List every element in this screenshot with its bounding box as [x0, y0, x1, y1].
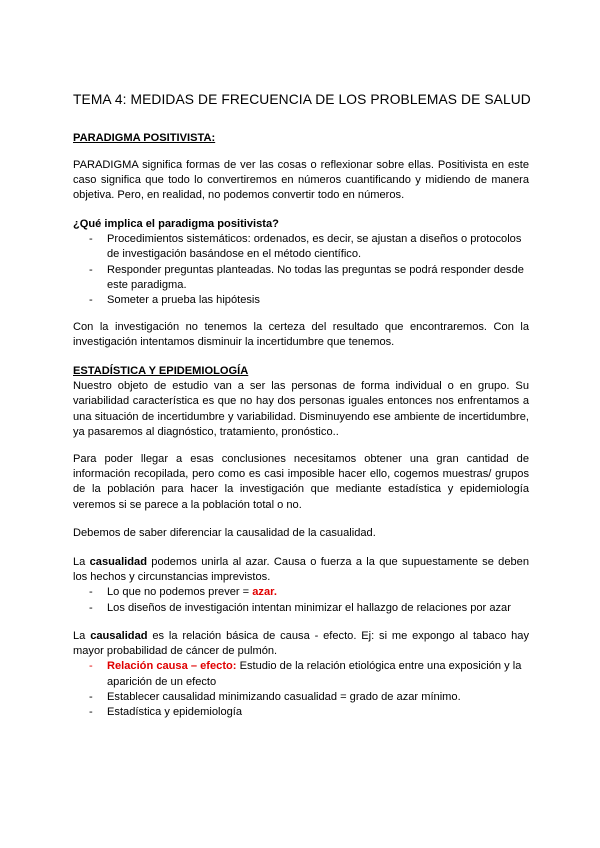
- list-item: - Establecer causalidad minimizando casualidad = grado de azar mínimo.: [73, 690, 529, 705]
- casualidad-list: [73, 585, 529, 615]
- dash-bullet: -: [89, 690, 93, 703]
- list-item: - Lo que no podemos prever = azar.: [73, 585, 529, 600]
- dash-bullet: -: [89, 294, 93, 307]
- question-heading: ¿Qué implica el paradigma positivista?: [73, 218, 279, 230]
- paradigma-conclusion: [73, 320, 529, 350]
- casualidad-block: [73, 555, 529, 616]
- dash-bullet: -: [89, 233, 93, 246]
- paragraph: La causalidad es la relación básica de causa - efecto. Ej: si me expongo al tabaco hay mayor probabilidad de cáncer de pulmón.: [73, 630, 530, 658]
- dash-bullet: -: [89, 660, 93, 673]
- paragraph: Con la investigación no tenemos la certeza del resultado que encontraremos. Con la investigación intentamos disminuir la incertidumbre que tenemos.: [73, 321, 529, 349]
- list-item: - Estadística y epidemiología: [73, 705, 529, 720]
- dash-bullet: -: [89, 706, 93, 719]
- dash-bullet: -: [89, 601, 93, 614]
- section-paradigma: [73, 131, 529, 146]
- dash-bullet: -: [89, 586, 93, 599]
- list-item: - Los diseños de investigación intentan minimizar el hallazgo de relaciones por azar: [73, 601, 529, 616]
- causalidad-block: [73, 629, 529, 720]
- paragraph: La casualidad podemos unirla al azar. Causa o fuerza a la que supuestamente se deben los hechos y circunstancias imprevistos.: [73, 556, 530, 584]
- estadistica-para2: [73, 452, 529, 513]
- page-title: TEMA 4: MEDIDAS DE FRECUENCIA DE LOS PROBLEMAS DE SALUD: [73, 92, 531, 107]
- term-causalidad: causalidad: [90, 630, 148, 642]
- paradigma-intro: [73, 158, 529, 204]
- term-casualidad: casualidad: [89, 556, 147, 568]
- paragraph: Para poder llegar a esas conclusiones necesitamos obtener una gran cantidad de información recopilada, pero como es casi imposible hacer ello, cogemos muestras/ grupos de la población para hacer la investigación que mediante estadística y epidemiología veremos si se parece a la población total o no.: [73, 453, 529, 511]
- estadistica-para3: [73, 526, 529, 541]
- paragraph: PARADIGMA significa formas de ver las cosas o reflexionar sobre ellas. Positivista en este caso significa que todo lo convertiremos en números cuantificando y midiendo de manera objetiva. Pero, en realidad, no podemos convertir todo en números.: [73, 159, 529, 202]
- paradigma-question-block: [73, 217, 529, 308]
- list-item: - Someter a prueba las hipótesis: [73, 293, 529, 308]
- highlight-azar: azar.: [252, 586, 277, 599]
- dash-bullet: -: [89, 263, 93, 276]
- list-item: - Procedimientos sistemáticos: ordenados, es decir, se ajustan a diseños o protocolos de investigación basándose en el método científico.: [89, 233, 522, 261]
- list-item: - Responder preguntas planteadas. No todas las preguntas se podrá responder desde este paradigma.: [89, 263, 524, 291]
- paragraph: Nuestro objeto de estudio van a ser las personas de forma individual o en grupo. Su variabilidad característica es que no hay dos personas iguales entonces nos enfrentamos a una situación de incertidumbre y variabilidad. Disminuyendo ese ambiente de incertidumbre, ya pasaremos al diagnóstico, tratamiento, pronóstico..: [73, 380, 529, 438]
- paragraph: Debemos de saber diferenciar la causalidad de la casualidad.: [73, 527, 376, 539]
- causalidad-list: [73, 659, 529, 720]
- list-item: - Relación causa – efecto: Estudio de la relación etiológica entre una exposición y la aparición de un efecto: [89, 660, 522, 688]
- paradigma-list: [73, 232, 529, 308]
- highlight-relacion: Relación causa – efecto:: [107, 660, 237, 673]
- section-heading-paradigma: PARADIGMA POSITIVISTA:: [73, 132, 216, 144]
- section-estadistica: [73, 364, 529, 440]
- section-heading-estadistica: ESTADÍSTICA Y EPIDEMIOLOGÍA: [73, 365, 249, 377]
